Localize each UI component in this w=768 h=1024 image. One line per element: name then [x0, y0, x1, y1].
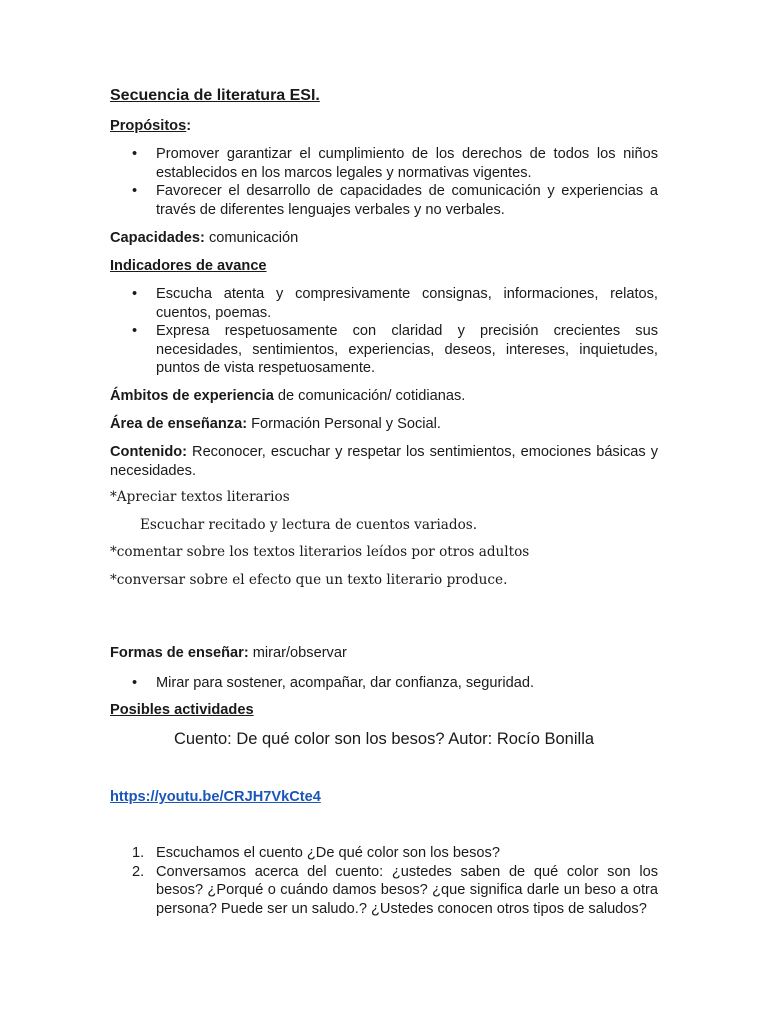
- list-item: [110, 285, 658, 322]
- serif-line-1: *Apreciar textos literarios: [110, 489, 290, 505]
- capacidades-line: [110, 229, 658, 248]
- propositos-list: [110, 145, 658, 219]
- formas-list: [110, 674, 658, 693]
- actividades-heading: Posibles actividades: [110, 702, 254, 718]
- propositos-label: Propósitos: [110, 118, 187, 134]
- formas-value: mirar/observar: [248, 645, 347, 661]
- contenido-label: Contenido:: [110, 444, 188, 460]
- list-item: [110, 844, 658, 863]
- activity-steps: [110, 844, 658, 918]
- propositos-colon: :: [186, 118, 192, 134]
- list-item-text: Favorecer el desarrollo de capacidades de comunicación y experiencias a través de diferentes lenguajes verbales y no verbales.: [156, 183, 658, 218]
- bullet-icon: •: [132, 183, 138, 199]
- formas-label: Formas de enseñar:: [110, 645, 249, 661]
- ambitos-value: de comunicación/ cotidianas.: [273, 388, 466, 404]
- bullet-icon: •: [132, 675, 138, 691]
- capacidades-label: Capacidades:: [110, 230, 205, 246]
- step-text: Escuchamos el cuento ¿De qué color son los besos?: [156, 845, 500, 861]
- list-item-text: Escucha atenta y compresivamente consignas, informaciones, relatos, cuentos, poemas.: [156, 286, 658, 321]
- ambitos-line: [110, 387, 658, 406]
- contenido-value: Reconocer, escuchar y respetar los sentimientos, emociones básicas y necesidades.: [110, 444, 658, 479]
- bullet-icon: •: [132, 323, 138, 339]
- serif-line-4: *conversar sobre el efecto que un texto literario produce.: [110, 572, 508, 588]
- bullet-icon: •: [132, 286, 138, 302]
- propositos-heading: [110, 117, 658, 136]
- step-number: 2.: [132, 863, 145, 880]
- serif-line-3: *comentar sobre los textos literarios leídos por otros adultos: [110, 544, 530, 560]
- bullet-icon: •: [132, 146, 138, 162]
- list-item-text: Promover garantizar el cumplimiento de los derechos de todos los niños establecidos en los marcos legales y normativas vigentes.: [156, 146, 658, 181]
- indicadores-list: [110, 285, 658, 378]
- list-item-text: Mirar para sostener, acompañar, dar confianza, seguridad.: [156, 675, 535, 691]
- list-item: [110, 182, 658, 219]
- serif-line-2: Escuchar recitado y lectura de cuentos variados.: [140, 517, 478, 533]
- story-title: Cuento: De qué color son los besos? Autor: Rocío Bonilla: [173, 730, 595, 748]
- contenido-paragraph: [110, 443, 658, 480]
- capacidades-value: comunicación: [204, 230, 299, 246]
- list-item: [110, 145, 658, 182]
- document-title: Secuencia de literatura ESI.: [110, 87, 320, 104]
- list-item: [110, 674, 658, 693]
- formas-line: [110, 644, 658, 663]
- video-link[interactable]: https://youtu.be/CRJH7VkCte4: [110, 789, 321, 805]
- area-value: Formación Personal y Social.: [247, 416, 441, 432]
- ambitos-label: Ámbitos de experiencia: [110, 388, 274, 404]
- step-text: Conversamos acerca del cuento: ¿ustedes saben de qué color son los besos? ¿Porqué o cuándo damos besos? ¿que significa darle un beso a otra persona? Puede ser un saludo.? ¿Ustedes conocen otros tipos de saludos?: [156, 863, 658, 917]
- area-line: [110, 415, 658, 434]
- list-item: [110, 863, 658, 919]
- list-item: [110, 322, 658, 378]
- step-number: 1.: [132, 845, 145, 861]
- indicadores-heading: Indicadores de avance: [110, 258, 267, 274]
- area-label: Área de enseñanza:: [110, 416, 248, 432]
- list-item-text: Expresa respetuosamente con claridad y precisión crecientes sus necesidades, sentimientos, experiencias, deseos, intereses, inquietudes, puntos de vista respetuosamente.: [156, 323, 658, 376]
- video-link-line: [110, 788, 658, 807]
